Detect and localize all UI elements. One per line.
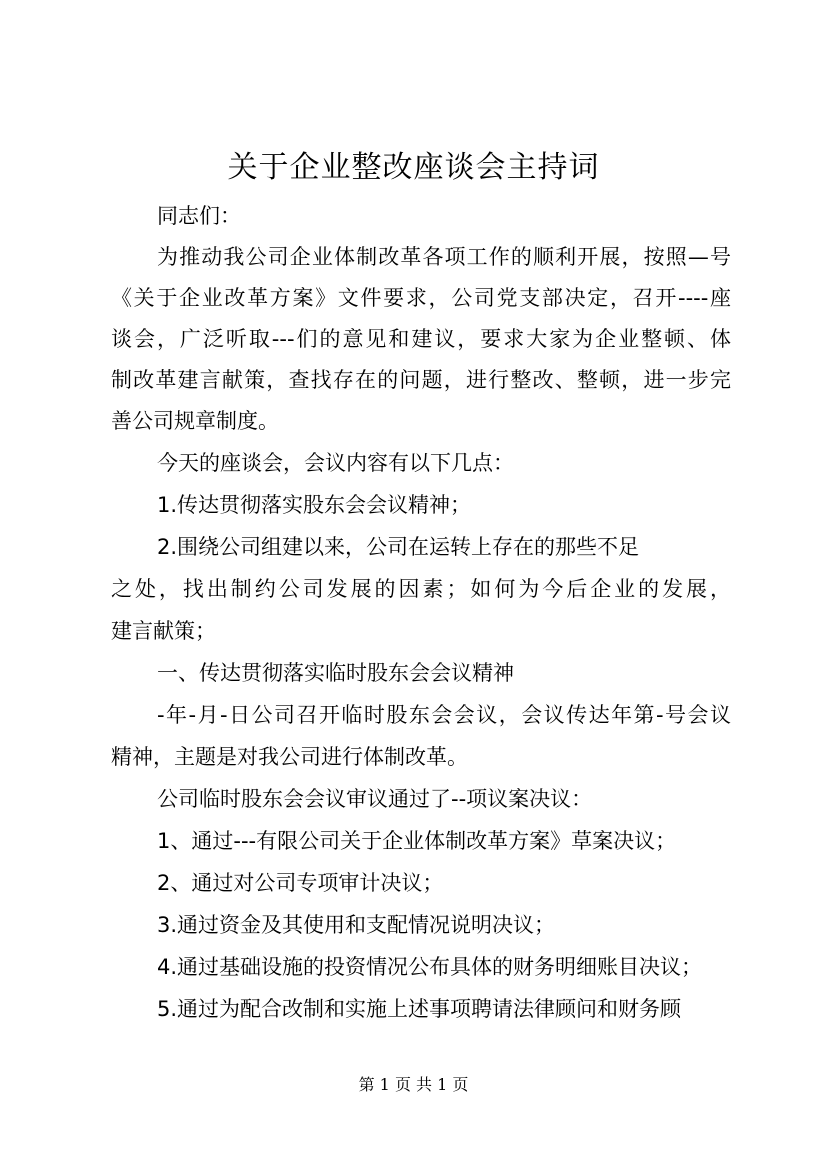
list-item: 3.通过资金及其使用和支配情况说明决议； — [157, 913, 556, 937]
page-footer: 第 1 页 共 1 页 — [358, 1075, 469, 1094]
paragraph-line: 谈会，广泛听取---们的意见和建议，要求大家为企业整顿、体 — [111, 327, 731, 351]
paragraph-line: 《关于企业改革方案》文件要求，公司党支部决定，召开----座 — [111, 286, 731, 310]
list-item: 2.围绕公司组建以来，公司在运转上存在的那些不足 — [157, 535, 640, 559]
list-item: 1、通过---有限公司关于企业体制改革方案》草案决议； — [157, 829, 677, 853]
paragraph-line: -年-月-日公司召开临时股东会会议，会议传达年第-号会议 — [157, 703, 731, 727]
list-item: 5.通过为配合改制和实施上述事项聘请法律顾问和财务顾 — [157, 997, 682, 1021]
list-item: 1.传达贯彻落实股东会会议精神； — [157, 493, 472, 517]
paragraph-line: 今天的座谈会，会议内容有以下几点： — [157, 451, 514, 475]
section-heading: 一、传达贯彻落实临时股东会会议精神 — [157, 661, 514, 685]
paragraph-line: 之处，找出制约公司发展的因素；如何为今后企业的发展， — [111, 577, 731, 601]
paragraph-line: 为推动我公司企业体制改革各项工作的顺利开展，按照—号 — [157, 245, 731, 269]
list-item: 4.通过基础设施的投资情况公布具体的财务明细账目决议； — [157, 955, 703, 979]
paragraph-line: 善公司规章制度。 — [111, 409, 279, 433]
salutation: 同志们： — [157, 204, 241, 228]
list-item: 2、通过对公司专项审计决议； — [157, 871, 444, 895]
paragraph-line: 建言献策； — [111, 619, 216, 643]
paragraph-line: 公司临时股东会会议审议通过了--项议案决议： — [157, 787, 593, 811]
paragraph-line: 精神，主题是对我公司进行体制改革。 — [111, 745, 468, 769]
paragraph-line: 制改革建言献策，查找存在的问题，进行整改、整顿，进一步完 — [111, 368, 731, 392]
document-title: 关于企业整改座谈会主持词 — [227, 150, 600, 185]
